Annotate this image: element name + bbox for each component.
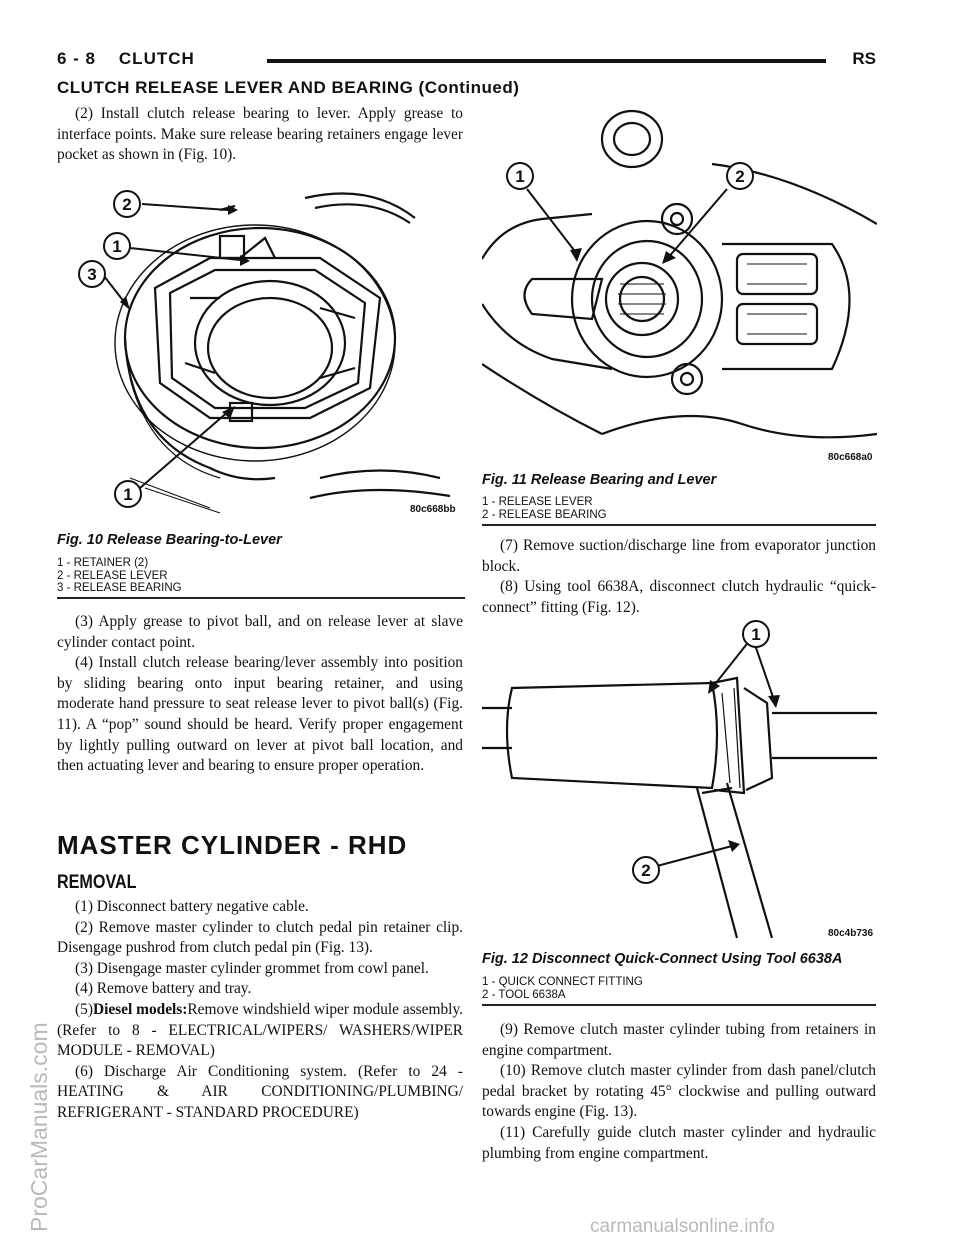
removal-step-2: (2) Remove master cylinder to clutch pedal pin retainer clip. Disengage pushrod from clutch pedal pin (Fig. 13). xyxy=(57,918,463,957)
fig11-callout-2: 2 xyxy=(735,167,745,186)
fig10-callout-3: 3 xyxy=(87,265,97,284)
fig10-callout-1a: 1 xyxy=(112,237,122,256)
removal-step-5-rest: Remove windshield wiper module assembly. (Refer to 8 - ELECTRICAL/WIPERS/ WASHERS/WIPER MODULE - REMOVAL) xyxy=(57,1000,463,1060)
fig10-callout-1b: 1 xyxy=(123,485,133,504)
fig12-legend-1: 1 - QUICK CONNECT FITTING xyxy=(482,976,643,988)
fig11-legend xyxy=(482,496,607,521)
fig10-legend-1: 1 - RETAINER (2) xyxy=(57,557,149,569)
header-rule xyxy=(267,59,826,63)
fig10-title: Fig. 10 Release Bearing-to-Lever xyxy=(57,532,282,548)
fig10-legend-3: 3 - RELEASE BEARING xyxy=(57,582,182,594)
section-heading: MASTER CYLINDER - RHD xyxy=(57,830,408,860)
left-steps xyxy=(57,612,463,777)
left-intro xyxy=(57,104,463,166)
fig12-rule xyxy=(482,1004,876,1006)
header-section: 6 - 8 CLUTCH xyxy=(57,49,195,68)
fig12-code: 80c4b736 xyxy=(828,928,874,939)
fig10-legend xyxy=(57,557,182,595)
fig11-legend-1: 1 - RELEASE LEVER xyxy=(482,496,593,508)
fig11-code: 80c668a0 xyxy=(828,452,873,463)
step-8-text: (8) Using tool 6638A, disconnect clutch hydraulic “quick-connect” fitting (Fig. 12). xyxy=(482,578,876,616)
fig12-title: Fig. 12 Disconnect Quick-Connect Using Tool 6638A xyxy=(482,951,843,967)
fig10-rule xyxy=(57,597,465,599)
fig12-legend xyxy=(482,976,643,1001)
fig11-rule xyxy=(482,524,876,526)
removal-step-1: (1) Disconnect battery negative cable. xyxy=(75,898,309,915)
fig12-callout-1: 1 xyxy=(751,625,761,644)
removal-heading: REMOVAL xyxy=(57,872,137,893)
right-steps-b xyxy=(482,1020,876,1164)
removal-step-3: (3) Disengage master cylinder grommet from cowl panel. xyxy=(75,959,429,977)
fig11-illustration xyxy=(482,104,877,464)
fig10-illustration xyxy=(70,178,465,518)
removal-step-6: (6) Discharge Air Conditioning system. (Refer to 24 - HEATING & AIR CONDITIONING/PLUMBING/ REFRIGERANT - STANDARD PROCEDURE) xyxy=(57,1062,463,1121)
continued-heading: CLUTCH RELEASE LEVER AND BEARING (Continued) xyxy=(57,78,520,97)
removal-steps xyxy=(57,897,463,1124)
fig12-illustration xyxy=(482,618,877,943)
page-header xyxy=(57,49,876,79)
side-watermark: ProCarManuals.com xyxy=(26,1022,52,1232)
bottom-watermark: carmanualsonline.info xyxy=(590,1216,775,1237)
fig10-code: 80c668bb xyxy=(410,504,456,515)
step-7-text: (7) Remove suction/discharge line from evaporator junction block. xyxy=(482,537,876,575)
step-11-text: (11) Carefully guide clutch master cylinder and hydraulic plumbing from engine compartment. xyxy=(482,1123,876,1162)
fig10-legend-2: 2 - RELEASE LEVER xyxy=(57,569,168,582)
removal-step-5-num: (5) xyxy=(75,1000,93,1018)
fig11-title: Fig. 11 Release Bearing and Lever xyxy=(482,472,717,488)
step-3-text: (3) Apply grease to pivot ball, and on release lever at slave cylinder contact point. xyxy=(57,613,463,651)
header-code: RS xyxy=(852,49,876,68)
fig12-callout-2: 2 xyxy=(641,861,651,880)
step-2-text: (2) Install clutch release bearing to lever. Apply grease to interface points. Make sure release bearing retainers engage lever pocket as shown in (Fig. 10). xyxy=(57,105,463,164)
fig11-legend-2: 2 - RELEASE BEARING xyxy=(482,508,607,521)
fig12-legend-2: 2 - TOOL 6638A xyxy=(482,988,566,1001)
step-4-text: (4) Install clutch release bearing/lever assembly into position by sliding bearing onto input bearing retainer, and using moderate hand pressure to seat release lever to pivot ball(s) (Fig. 11). A “pop” sound should be heard. Verify proper engagement by lightly pulling outward on lever at pivot ball location, and then actuating lever and bearing to ensure proper operation. xyxy=(57,654,463,775)
removal-step-4: (4) Remove battery and tray. xyxy=(75,980,252,998)
removal-step-5 xyxy=(57,1000,463,1062)
step-10-text: (10) Remove clutch master cylinder from dash panel/clutch pedal bracket by rotating 45° clockwise and pulling outward towards engine (Fig. 13). xyxy=(482,1062,876,1121)
step-9-text: (9) Remove clutch master cylinder tubing from retainers in engine compartment. xyxy=(482,1021,876,1059)
right-steps-a xyxy=(482,536,876,618)
fig10-callout-2: 2 xyxy=(122,195,132,214)
removal-step-5-bold: Diesel models: xyxy=(92,1000,188,1018)
fig11-callout-1: 1 xyxy=(515,167,525,186)
